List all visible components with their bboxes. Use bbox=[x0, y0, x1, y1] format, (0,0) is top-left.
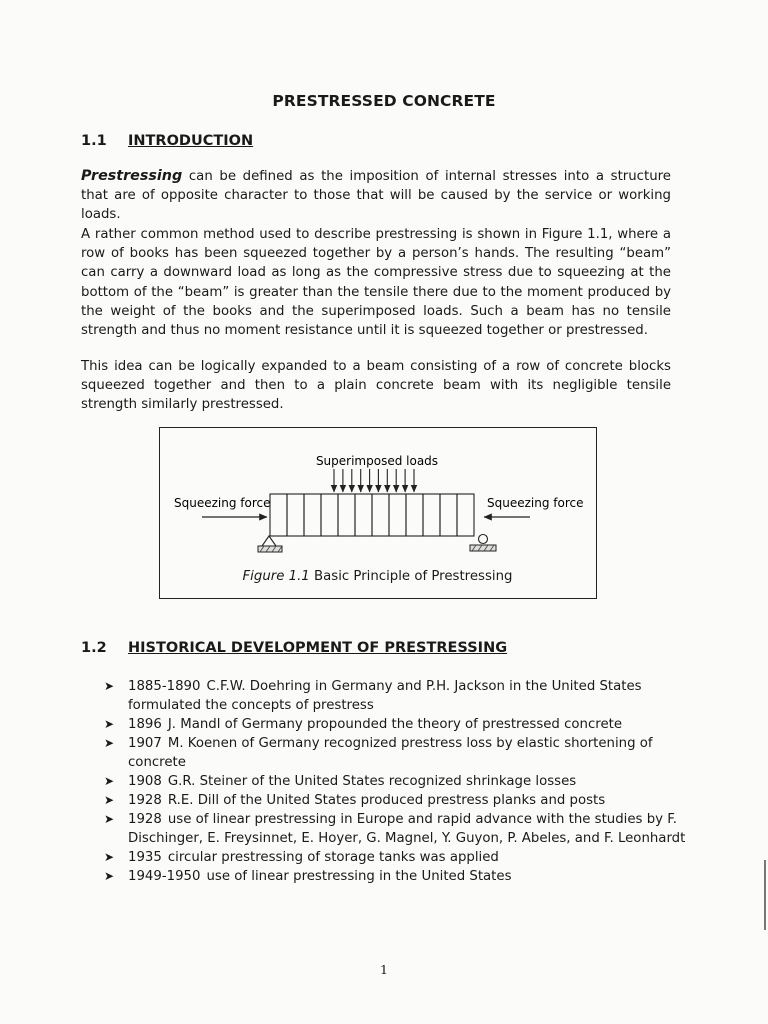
page-title: PRESTRESSED CONCRETE bbox=[272, 92, 496, 110]
history-text: circular prestressing of storage tanks was applied bbox=[167, 850, 499, 865]
bullet-arrow-icon: ➤ bbox=[104, 736, 115, 750]
figure-label-squeezing-force-right: Squeezing force bbox=[487, 496, 584, 510]
list-item bbox=[104, 677, 694, 715]
section-title: HISTORICAL DEVELOPMENT OF PRESTRESSING bbox=[128, 640, 508, 656]
history-text: use of linear prestressing in Europe and rapid advance with the studies by F. Dischinger, E. Freysinnet, E. Hoyer, G. Magnel, Y. Guyon, P. Abeles, and F. Leonhardt bbox=[128, 812, 686, 846]
bullet-arrow-icon: ➤ bbox=[104, 869, 115, 883]
history-year: 1949-1950 bbox=[128, 869, 201, 884]
scan-edge-mark bbox=[764, 860, 766, 930]
figure-label-squeezing-force-left: Squeezing force bbox=[174, 496, 271, 510]
section-title: INTRODUCTION bbox=[128, 133, 254, 149]
section-number: 1.1 bbox=[81, 133, 107, 149]
beam-block bbox=[406, 494, 423, 536]
history-year: 1935 bbox=[128, 850, 162, 865]
list-item bbox=[104, 734, 694, 772]
history-text: J. Mandl of Germany propounded the theory of prestressed concrete bbox=[167, 717, 623, 732]
bullet-arrow-icon: ➤ bbox=[104, 812, 115, 826]
list-item bbox=[104, 867, 694, 886]
figure-caption-text: Basic Principle of Prestressing bbox=[309, 569, 513, 584]
beam-block bbox=[440, 494, 457, 536]
defined-term: Prestressing bbox=[81, 168, 183, 184]
beam-block bbox=[270, 494, 287, 536]
figure-caption-label: Figure 1.1 bbox=[242, 569, 310, 584]
list-item bbox=[104, 715, 694, 734]
pin-support-icon bbox=[258, 536, 282, 552]
history-year: 1908 bbox=[128, 774, 162, 789]
beam-block bbox=[338, 494, 355, 536]
history-text: G.R. Steiner of the United States recognized shrinkage losses bbox=[167, 774, 577, 789]
history-text: C.F.W. Doehring in Germany and P.H. Jackson in the United States formulated the concepts of prestress bbox=[128, 679, 642, 713]
beam-of-blocks bbox=[270, 494, 474, 536]
bullet-arrow-icon: ➤ bbox=[104, 793, 115, 807]
history-year: 1928 bbox=[128, 793, 162, 808]
history-year: 1896 bbox=[128, 717, 162, 732]
history-text: use of linear prestressing in the United States bbox=[206, 869, 512, 884]
roller-support-icon bbox=[470, 535, 496, 552]
list-item bbox=[104, 848, 694, 867]
history-text: M. Koenen of Germany recognized prestress loss by elastic shortening of concrete bbox=[128, 736, 653, 770]
paragraph-books-analogy: A rather common method used to describe prestressing is shown in Figure 1.1, where a row of books has been squeezed together by a person’s hands. The resulting “beam” can carry a downward load as long as the compressive stress due to squeezing at the bottom of the “beam” is greater than the tensile there due to the moment produced by the weight of the books and the superimposed loads. Such a beam has no tensile strength and thus no moment resistance until it is squeezed together or prestressed. bbox=[81, 227, 671, 339]
bullet-arrow-icon: ➤ bbox=[104, 850, 115, 864]
list-item bbox=[104, 791, 694, 810]
beam-block bbox=[457, 494, 474, 536]
section-heading-historical-development bbox=[81, 640, 507, 656]
beam-block bbox=[321, 494, 338, 536]
list-item bbox=[104, 772, 694, 791]
beam-block bbox=[355, 494, 372, 536]
history-year: 1928 bbox=[128, 812, 162, 827]
load-arrows bbox=[334, 469, 414, 492]
figure-1-1 bbox=[159, 427, 597, 599]
beam-block bbox=[372, 494, 389, 536]
beam-block bbox=[287, 494, 304, 536]
history-list bbox=[104, 677, 694, 886]
page-number: 1 bbox=[380, 962, 388, 977]
paragraph-concrete-blocks: This idea can be logically expanded to a beam consisting of a row of concrete blocks squeezed together and then to a plain concrete beam with its negligible tensile strength similarly prestressed. bbox=[81, 359, 671, 413]
beam-block bbox=[304, 494, 321, 536]
history-text: R.E. Dill of the United States produced prestress planks and posts bbox=[167, 793, 606, 808]
section-number: 1.2 bbox=[81, 640, 107, 656]
paragraph-definition bbox=[81, 167, 671, 225]
section-heading-introduction bbox=[81, 133, 253, 149]
history-year: 1907 bbox=[128, 736, 162, 751]
definition-text: can be defined as the imposition of internal stresses into a structure that are of opposite character to those that will be caused by the service or working loads. bbox=[81, 169, 671, 223]
figure-label-superimposed-loads: Superimposed loads bbox=[315, 454, 439, 468]
history-year: 1885-1890 bbox=[128, 679, 201, 694]
figure-caption bbox=[160, 569, 595, 584]
list-item bbox=[104, 810, 694, 848]
bullet-arrow-icon: ➤ bbox=[104, 679, 115, 693]
bullet-arrow-icon: ➤ bbox=[104, 774, 115, 788]
bullet-arrow-icon: ➤ bbox=[104, 717, 115, 731]
beam-block bbox=[423, 494, 440, 536]
beam-block bbox=[389, 494, 406, 536]
